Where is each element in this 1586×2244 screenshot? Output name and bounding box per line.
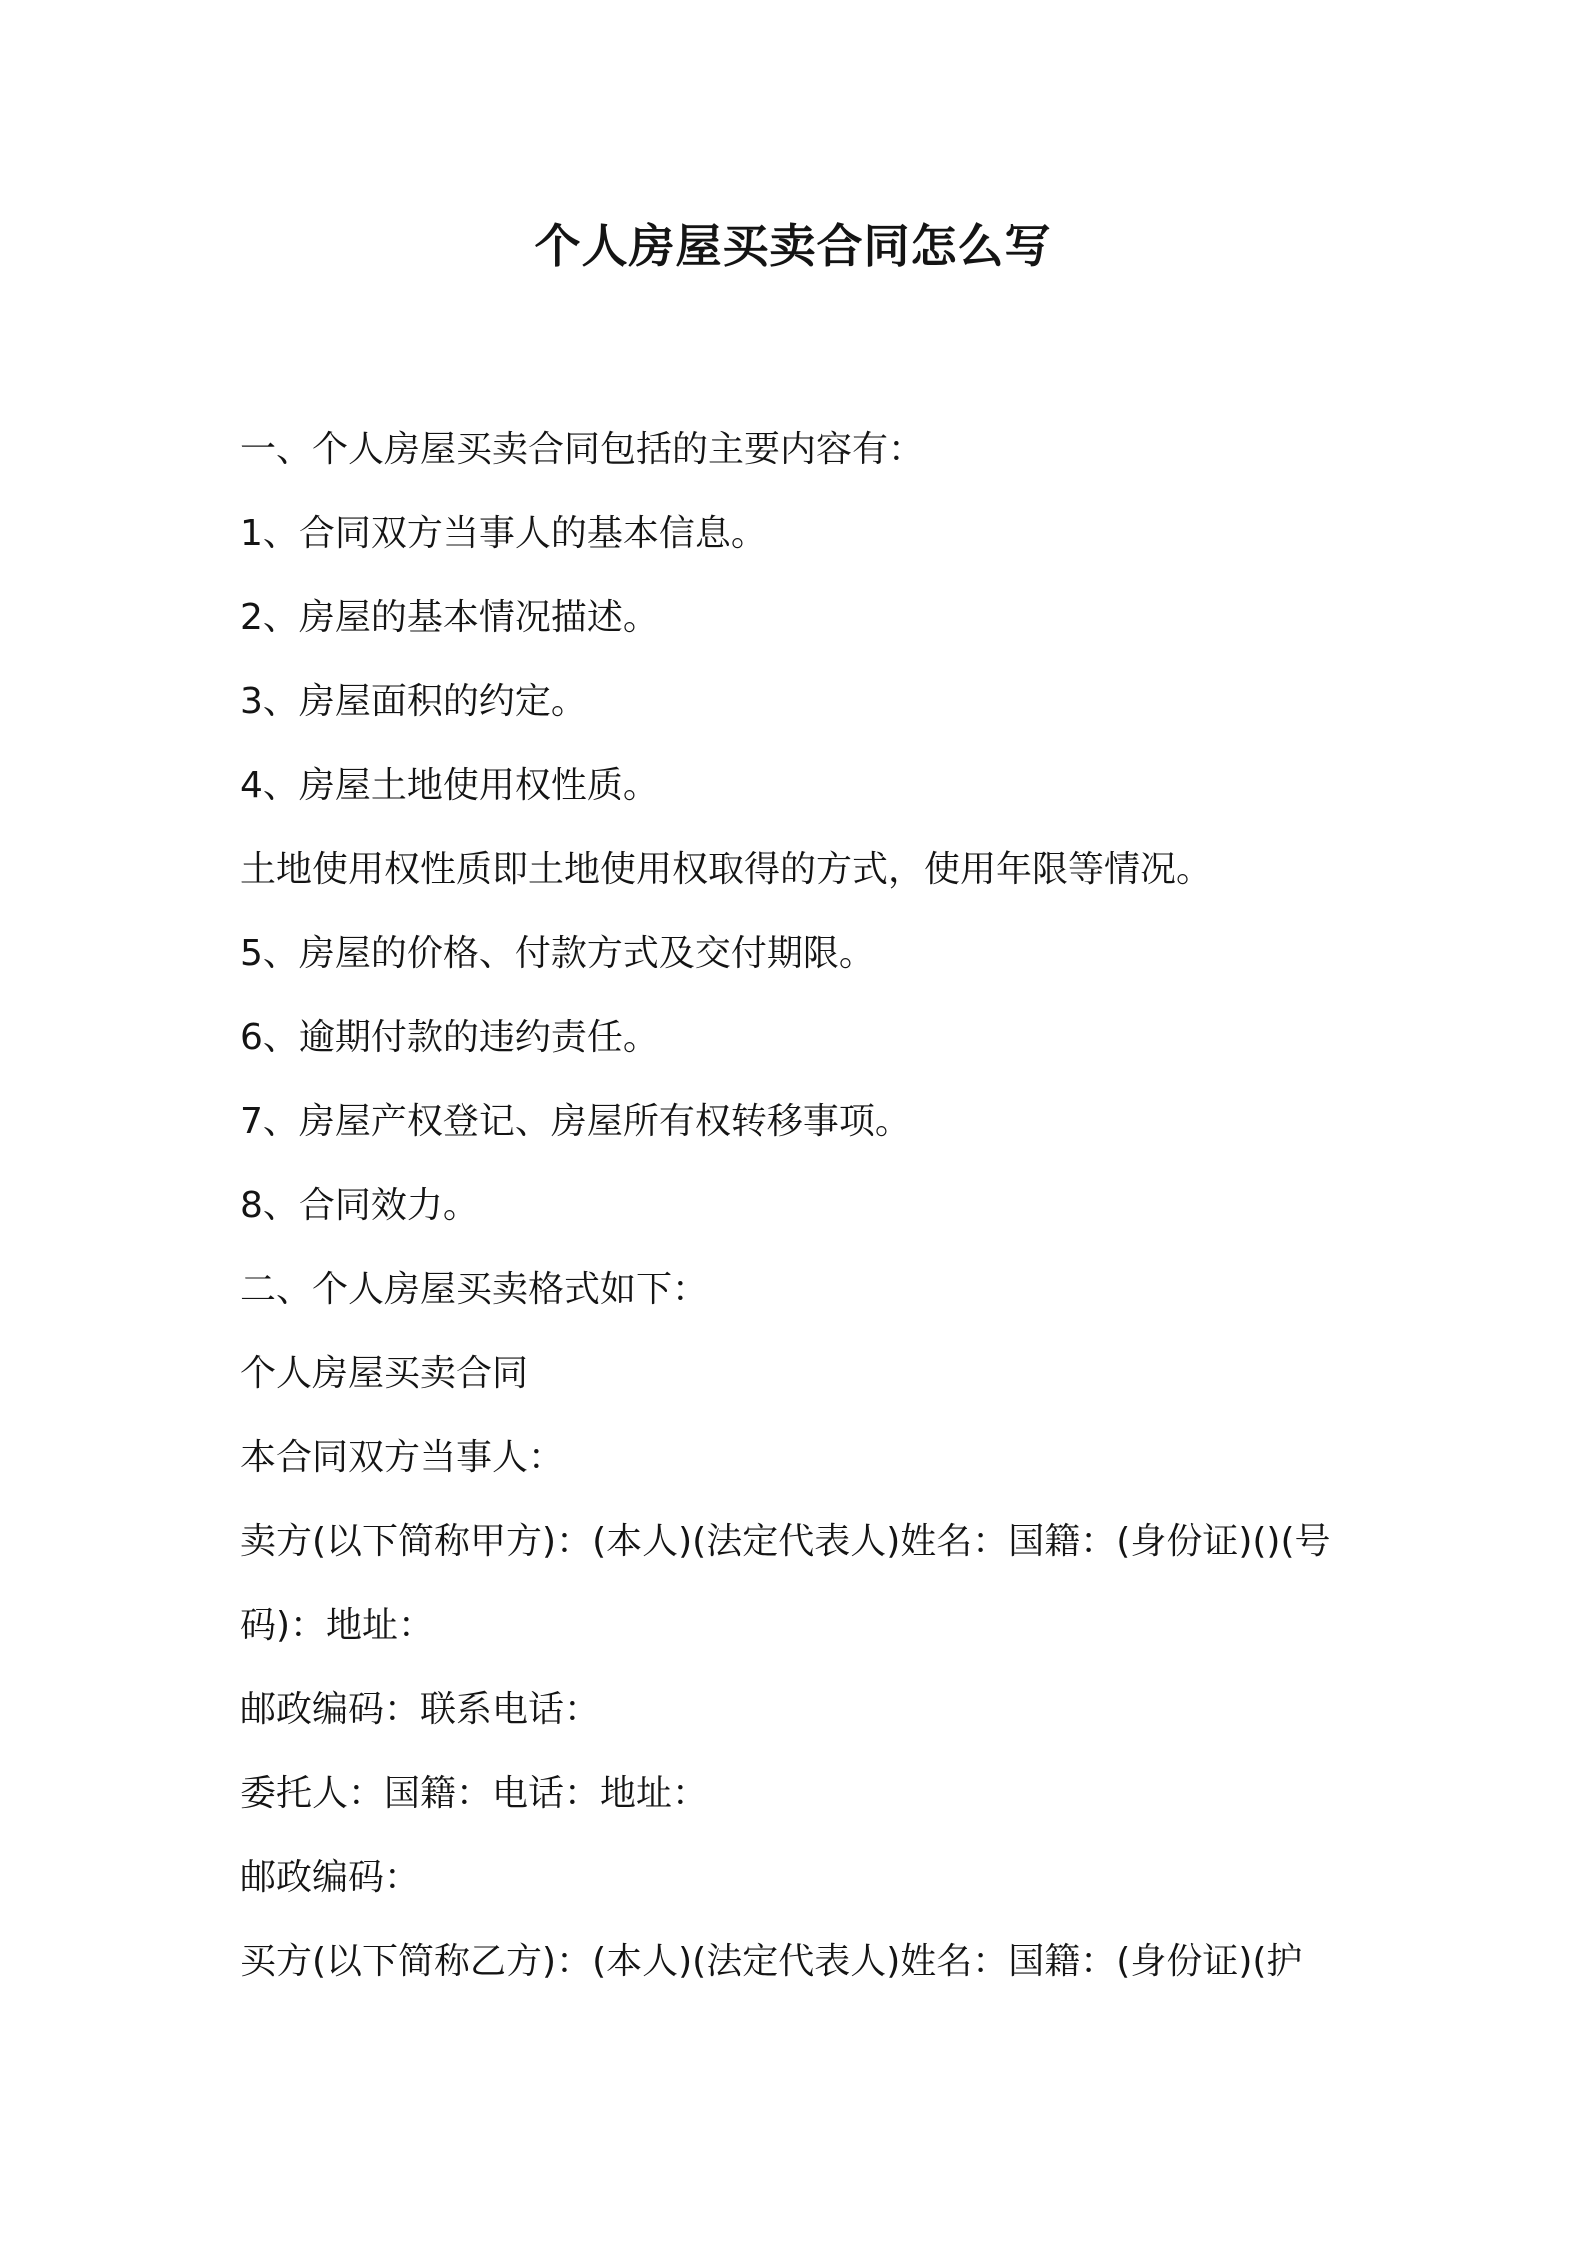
list-item: 2、房屋的基本情况描述。 xyxy=(240,597,659,638)
list-item: 3、房屋面积的约定。 xyxy=(240,681,587,722)
section-heading-1: 一、个人房屋买卖合同包括的主要内容有： xyxy=(240,429,925,470)
list-item: 7、房屋产权登记、房屋所有权转移事项。 xyxy=(240,1101,911,1142)
list-item: 5、房屋的价格、付款方式及交付期限。 xyxy=(240,933,875,974)
paragraph: 本合同双方当事人： xyxy=(240,1437,565,1478)
section-heading-2: 二、个人房屋买卖格式如下： xyxy=(240,1269,709,1310)
seller-contact-line: 邮政编码：联系电话： xyxy=(240,1689,601,1730)
list-item: 8、合同效力。 xyxy=(240,1185,479,1226)
agent-info-line: 委托人：国籍：电话：地址： xyxy=(240,1773,709,1814)
paragraph: 土地使用权性质即土地使用权取得的方式，使用年限等情况。 xyxy=(240,849,1213,890)
contract-title: 个人房屋买卖合同 xyxy=(240,1353,529,1394)
document-title: 个人房屋买卖合同怎么写 xyxy=(534,219,1052,273)
buyer-info-line: 买方(以下简称乙方)：(本人)(法定代表人)姓名：国籍：(身份证)(护 xyxy=(240,1941,1303,1982)
list-item: 4、房屋土地使用权性质。 xyxy=(240,765,659,806)
document-body xyxy=(240,408,1360,2004)
seller-info-line: 卖方(以下简称甲方)：(本人)(法定代表人)姓名：国籍：(身份证)()(号 xyxy=(240,1521,1331,1562)
seller-info-line: 码)：地址： xyxy=(240,1605,435,1646)
list-item: 1、合同双方当事人的基本信息。 xyxy=(240,513,767,554)
list-item: 6、逾期付款的违约责任。 xyxy=(240,1017,659,1058)
agent-postcode-line: 邮政编码： xyxy=(240,1857,421,1898)
